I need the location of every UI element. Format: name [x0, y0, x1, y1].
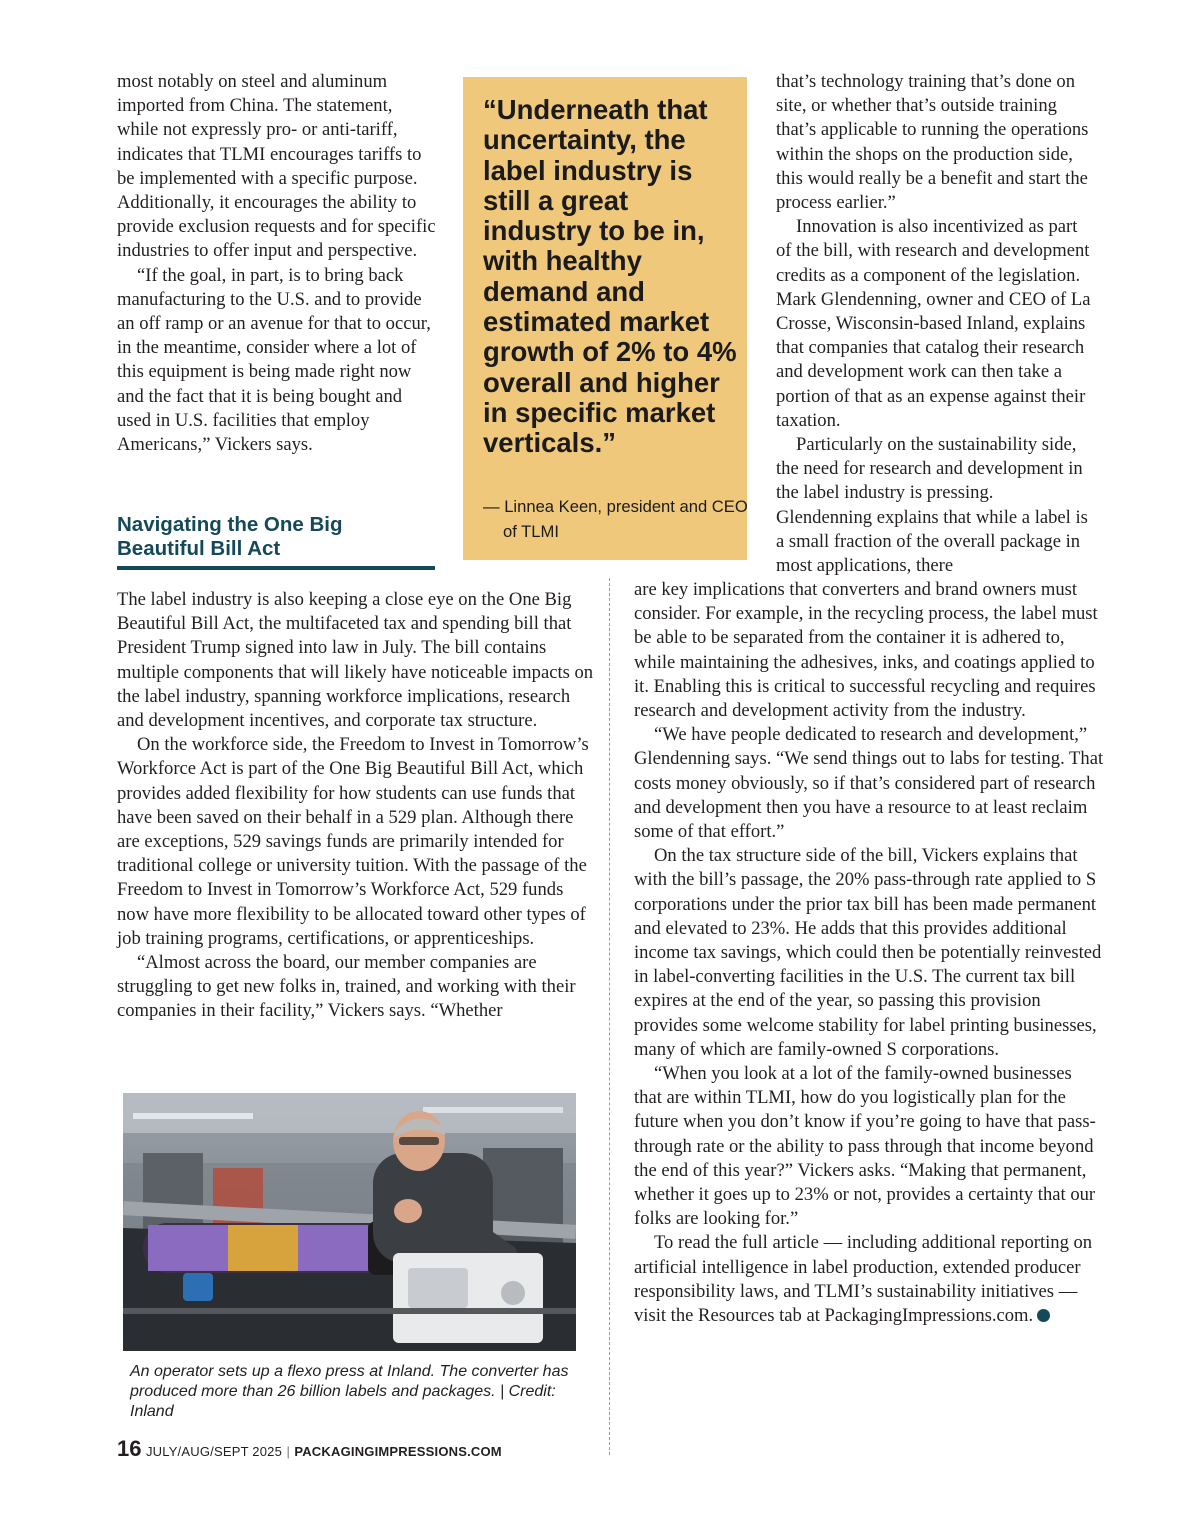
body-paragraph: “Almost across the board, our member companies are struggling to get new folks in, trained, and working with their companies in their facility,” Vickers says. “Whether [117, 952, 576, 1022]
photo-illustration [123, 1093, 576, 1351]
body-paragraph: that’s technology training that’s done on site, or whether that’s outside training that’s applicable to running the operations within the shops on the production side, this would really be a benefit and start the process earlier.” [776, 71, 1089, 214]
site-link[interactable]: PACKAGINGIMPRESSIONS.COM [294, 1444, 502, 1459]
right-column-bottom [634, 578, 1104, 1328]
right-column-top [776, 70, 1092, 578]
press-operator-photo [123, 1093, 576, 1351]
heading-underline [117, 566, 435, 570]
page-number: 16 [117, 1436, 142, 1461]
issue-date: JULY/AUG/SEPT 2025 [145, 1444, 283, 1459]
body-paragraph: On the workforce side, the Freedom to Invest in Tomorrow’s Workforce Act is part of the One Big Beautiful Bill Act, which provides added flexibility for how students can use funds that have been saved on their behalf in a 529 plan. Although there are exceptions, 529 savings funds are primarily intended for traditional college or university tuition. With the passage of the Freedom to Invest in Tomorrow’s Workforce Act, 529 funds now have more flexibility to be allocated toward other types of job training programs, certifications, or apprenticeships. [117, 734, 589, 949]
page-footer [117, 1436, 502, 1462]
pull-quote-attribution: — Linnea Keen, president and CEO of TLMI [483, 497, 748, 541]
end-of-article-dot-icon [1037, 1309, 1050, 1322]
section-heading: Navigating the One Big Beautiful Bill Act [117, 513, 343, 560]
body-paragraph: “When you look at a lot of the family-owned businesses that are within TLMI, how do you logistically plan for the future when you don’t know if you’re going to have that pass-through rate or the ability to pass through that income beyond the end of this year?” Vickers asks. “Making that permanent, whether it goes up to 23% or not, provides a certainty that our folks are looking for.” [634, 1063, 1096, 1230]
final-paragraph-text: To read the full article — including additional reporting on artificial intelligence in label production, extended producer responsibility laws, and TLMI’s sustainability initiatives — visit the Resources tab at PackagingImpressions.com. [634, 1232, 1093, 1327]
body-paragraph: The label industry is also keeping a close eye on the One Big Beautiful Bill Act, the multifaceted tax and spending bill that President Trump signed into law in July. The bill contains multiple components that will likely have noticeable impacts on the label industry, spanning workforce implications, research and development incentives, and corporate tax structure. [117, 589, 594, 732]
left-column-top [117, 70, 437, 457]
footer-separator: | [286, 1444, 290, 1459]
pull-quote-text: “Underneath that uncertainty, the label industry is still a great industry to be in, with healthy demand and estimated market growth of 2% to 4% overall and higher in specific market verticals.” [483, 94, 737, 459]
body-paragraph: “If the goal, in part, is to bring back manufacturing to the U.S. and to provide an off ramp or an avenue for that to occur, in the meantime, consider where a lot of this equipment is being made right now and the fact that it is being bought and used in U.S. facilities that employ Americans,” Vickers says. [117, 264, 431, 456]
body-paragraph-final [634, 1231, 1104, 1328]
body-paragraph: most notably on steel and aluminum imported from China. The statement, while not expressly pro- or anti-tariff, indicates that TLMI encourages tariffs to be implemented with a specific purpose. Additionally, it encourages the ability to provide exclusion requests and for specific industries to offer input and perspective. [117, 71, 436, 262]
body-paragraph: are key implications that converters and brand owners must consider. For example, in the recycling process, the label must be able to be separated from the container it is adhered to, while maintaining the adhesives, inks, and coatings applied to it. Enabling this is critical to successful recycling and requires research and development activity from the industry. [634, 579, 1098, 722]
left-column-bottom [117, 588, 595, 1024]
body-paragraph: Innovation is also incentivized as part of the bill, with research and development credits as a component of the legislation. Mark Glendenning, owner and CEO of La Crosse, Wisconsin-based Inland, explains that companies that catalog their research and development work can then take a portion of that as an expense against their taxation. [776, 216, 1091, 431]
body-paragraph: “We have people dedicated to research and development,” Glendenning says. “We send things out to labs for testing. That costs money obviously, so if that’s considered part of research and development then you have a resource to at least reclaim some of that effort.” [634, 724, 1104, 843]
photo-caption: An operator sets up a flexo press at Inland. The converter has produced more than 26 billion labels and packages. | Credit: Inland [130, 1363, 569, 1420]
body-paragraph: On the tax structure side of the bill, Vickers explains that with the bill’s passage, the 20% pass-through rate applied to S corporations under the prior tax bill has been made permanent and elevated to 23%. He adds that this provides additional income tax savings, which could then be potentially reinvested in label-converting facilities in the U.S. The current tax bill expires at the end of the year, so passing this provision provides some welcome stability for label printing businesses, many of which are family-owned S corporations. [634, 845, 1102, 1060]
column-divider [609, 578, 610, 1455]
body-paragraph: Particularly on the sustainability side, the need for research and development in the label industry is pressing. Glendenning explains that while a label is a small fraction of the overall package in most applications, there [776, 434, 1088, 577]
